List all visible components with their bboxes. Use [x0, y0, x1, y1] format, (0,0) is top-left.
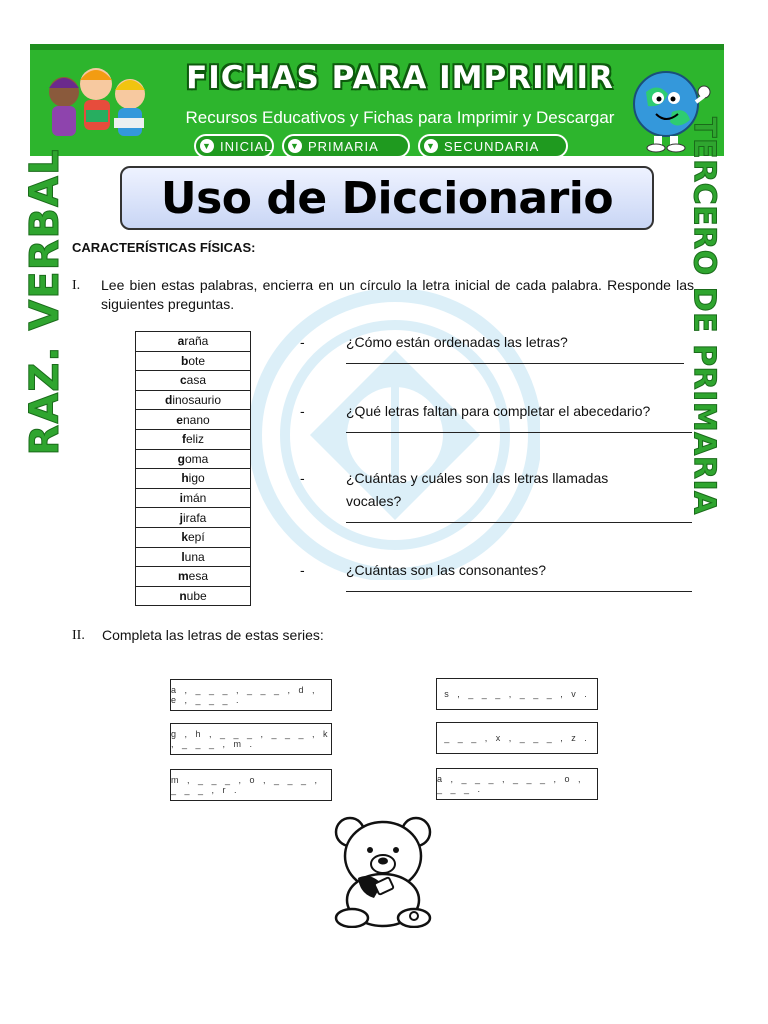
word-initial-letter[interactable]: j: [179, 510, 183, 525]
word-table: [135, 331, 251, 606]
word-initial-letter[interactable]: k: [181, 530, 188, 545]
series-box[interactable]: _ _ _ , x , _ _ _ , z .: [436, 722, 598, 754]
word-initial-letter[interactable]: h: [181, 471, 189, 486]
word-initial-letter[interactable]: c: [179, 373, 187, 388]
word-row: [136, 371, 251, 391]
kids-illustration-icon: [36, 58, 156, 152]
series-box[interactable]: m , _ _ _ , o , _ _ _ , _ _ _ , r .: [170, 769, 332, 801]
word-cell[interactable]: [136, 508, 251, 528]
word-row: [136, 547, 251, 567]
word-cell[interactable]: [136, 449, 251, 469]
word-cell[interactable]: [136, 351, 251, 371]
question-4: [300, 559, 696, 592]
word-row: [136, 567, 251, 587]
section-heading: CARACTERÍSTICAS FÍSICAS:: [72, 240, 256, 255]
word-initial-letter[interactable]: a: [177, 334, 185, 349]
word-row: [136, 488, 251, 508]
word-rest: eliz: [185, 432, 204, 447]
question-text: ¿Cuántas son las consonantes?: [346, 562, 547, 578]
word-initial-letter[interactable]: l: [181, 549, 185, 564]
word-rest: nano: [182, 412, 210, 427]
word-row: [136, 586, 251, 606]
word-rest: asa: [186, 373, 207, 388]
answer-line[interactable]: [346, 582, 692, 592]
word-rest: oma: [185, 451, 209, 466]
subject-label-text: RAZ. VERBAL: [22, 148, 68, 456]
chevron-down-icon: ▼: [200, 139, 214, 153]
word-cell[interactable]: [136, 567, 251, 587]
nav-label: PRIMARIA: [308, 138, 379, 154]
question-2: [300, 400, 696, 433]
site-subtitle: Recursos Educativos y Fichas para Imprimir y Descargar: [185, 108, 615, 127]
word-cell[interactable]: [136, 410, 251, 430]
series-box[interactable]: s , _ _ _ , _ _ _ , v .: [436, 678, 598, 710]
question-text: ¿Cómo están ordenadas las letras?: [346, 334, 568, 350]
word-row: [136, 527, 251, 547]
nav-secundaria-button[interactable]: [418, 134, 568, 158]
word-rest: irafa: [183, 510, 207, 525]
word-cell[interactable]: [136, 390, 251, 410]
bullet-dash: -: [300, 334, 305, 350]
word-cell[interactable]: [136, 429, 251, 449]
item-number: I.: [72, 278, 81, 293]
word-initial-letter[interactable]: d: [164, 393, 173, 408]
word-row: [136, 332, 251, 352]
grade-label-text: TERCERO DE PRIMARIA: [686, 117, 722, 515]
question-text: ¿Qué letras faltan para completar el abecedario?: [346, 403, 651, 419]
word-row: [136, 449, 251, 469]
chevron-down-icon: ▼: [288, 139, 302, 153]
instruction-part-2: [72, 626, 672, 645]
word-cell[interactable]: [136, 469, 251, 489]
worksheet-title: Uso de Diccionario: [160, 172, 614, 224]
nav-inicial-button[interactable]: [194, 134, 274, 158]
instruction-part-1: [72, 276, 694, 314]
word-rest: ube: [186, 589, 207, 604]
bullet-dash: -: [300, 562, 305, 578]
answer-line[interactable]: [346, 423, 692, 433]
series-box[interactable]: a , _ _ _ , _ _ _ , o , _ _ _ .: [436, 768, 598, 800]
word-rest: ote: [188, 353, 206, 368]
nav-label: SECUNDARIA: [444, 138, 540, 154]
word-initial-letter[interactable]: e: [176, 412, 183, 427]
teddy-bear-icon: [330, 814, 436, 928]
word-row: [136, 351, 251, 371]
word-rest: igo: [188, 471, 205, 486]
word-initial-letter[interactable]: i: [179, 491, 183, 506]
word-cell[interactable]: [136, 547, 251, 567]
word-initial-letter[interactable]: f: [181, 432, 186, 447]
word-cell[interactable]: [136, 371, 251, 391]
word-initial-letter[interactable]: g: [177, 451, 185, 466]
subject-side-label: [20, 148, 70, 456]
word-rest: raña: [184, 334, 209, 349]
word-rest: mán: [183, 491, 207, 506]
word-rest: esa: [188, 569, 209, 584]
nav-primaria-button[interactable]: [282, 134, 410, 158]
word-rest: epí: [188, 530, 205, 545]
question-3: [300, 467, 650, 523]
word-cell[interactable]: [136, 527, 251, 547]
word-cell[interactable]: [136, 488, 251, 508]
word-row: [136, 390, 251, 410]
series-box[interactable]: g , h , _ _ _ , _ _ _ , k , _ _ _ , m .: [170, 723, 332, 755]
header-banner: [30, 44, 724, 156]
instruction-text: Lee bien estas palabras, encierra en un círculo la letra inicial de cada palabra. Responde las siguientes preguntas.: [101, 277, 694, 312]
nav-label: INICIAL: [220, 138, 273, 154]
bullet-dash: -: [300, 403, 305, 419]
worksheet-title-box: [120, 166, 654, 230]
word-rest: inosaurio: [172, 393, 222, 408]
question-text: ¿Cuántas y cuáles son las letras llamadas vocales?: [346, 470, 609, 509]
instruction-text: Completa las letras de estas series:: [102, 627, 324, 643]
word-initial-letter[interactable]: m: [177, 569, 189, 584]
word-initial-letter[interactable]: n: [179, 589, 187, 604]
bullet-dash: -: [300, 470, 305, 486]
word-rest: una: [184, 549, 205, 564]
answer-line[interactable]: [346, 354, 684, 364]
word-row: [136, 429, 251, 449]
item-number: II.: [72, 628, 85, 643]
level-nav: [194, 134, 568, 158]
chevron-down-icon: ▼: [424, 139, 438, 153]
word-row: [136, 469, 251, 489]
site-title: FICHAS PARA IMPRIMIR: [186, 60, 614, 96]
word-cell[interactable]: [136, 586, 251, 606]
word-row: [136, 410, 251, 430]
answer-line[interactable]: [346, 513, 692, 523]
word-row: [136, 508, 251, 528]
question-1: [300, 331, 696, 364]
word-cell[interactable]: [136, 332, 251, 352]
word-initial-letter[interactable]: b: [180, 353, 189, 368]
series-box[interactable]: a , _ _ _ , _ _ _ , d , e , _ _ _ .: [170, 679, 332, 711]
